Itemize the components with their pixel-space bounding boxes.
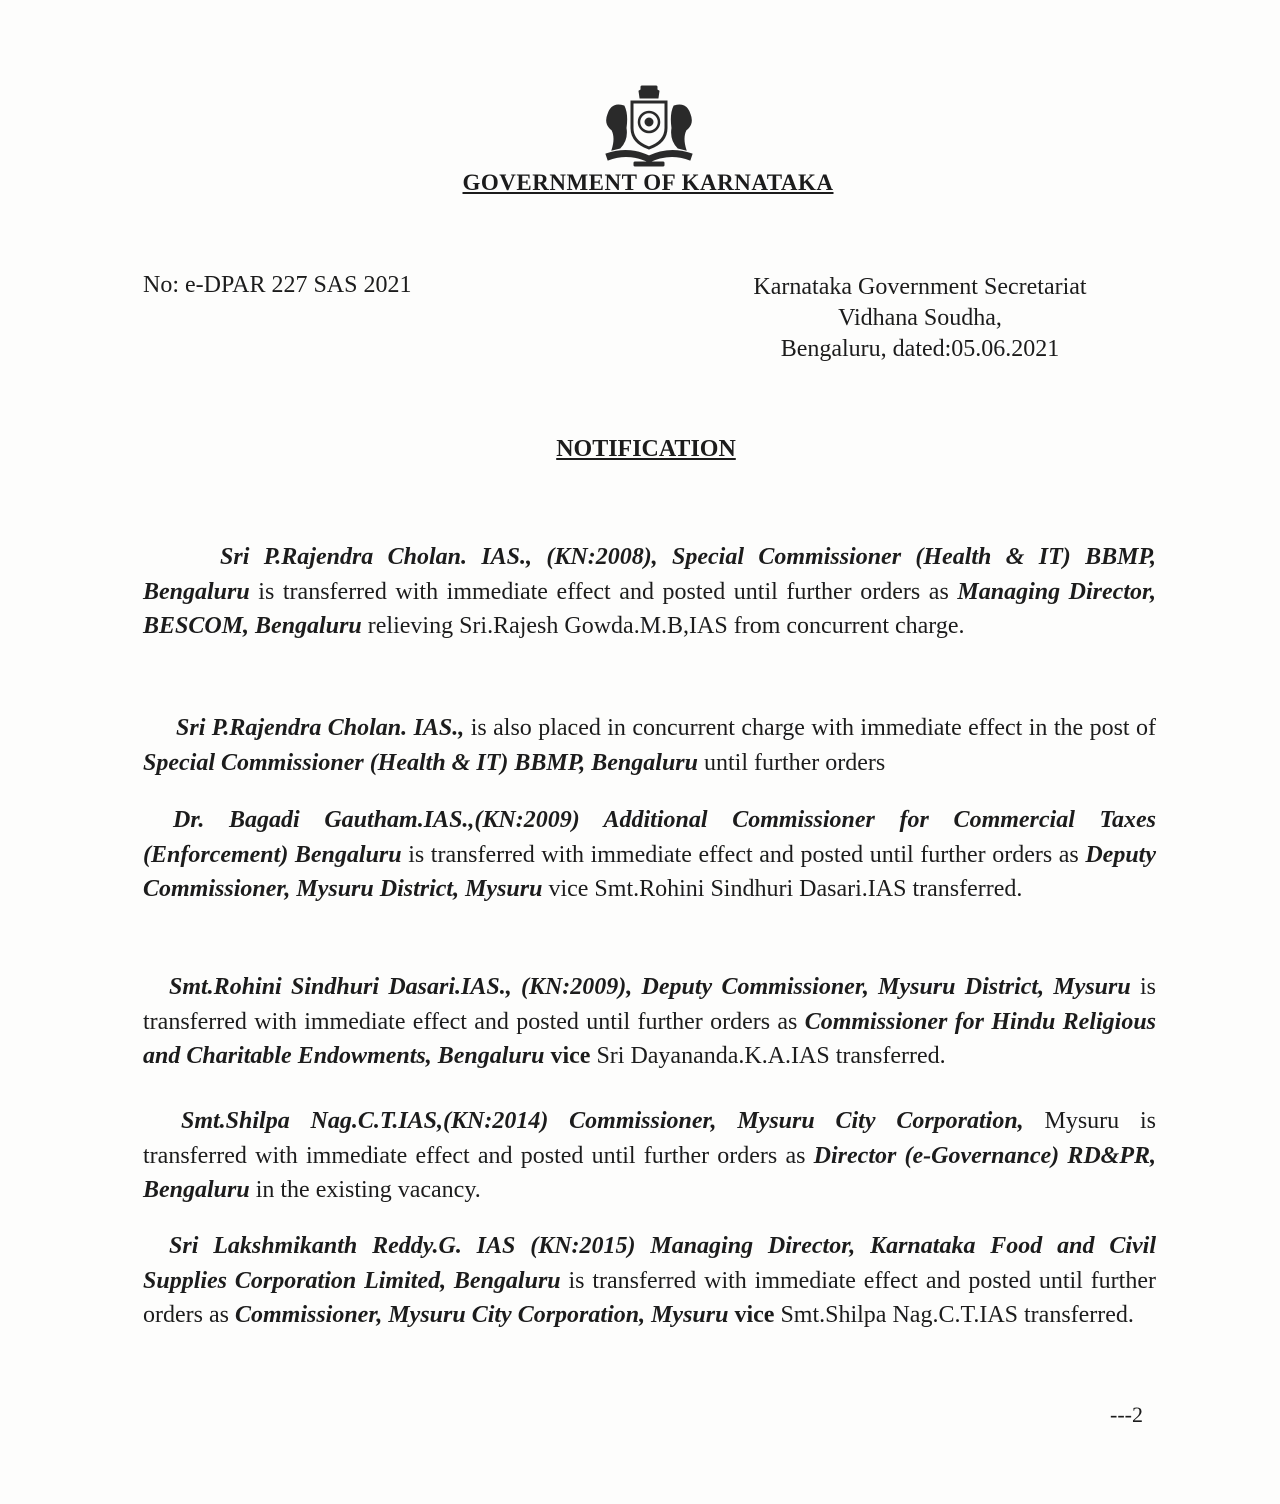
government-title: GOVERNMENT OF KARNATAKA	[462, 170, 834, 195]
address-line: Vidhana Soudha,	[838, 305, 1002, 331]
secretariat-address	[720, 272, 1120, 365]
transfer-paragraph	[143, 1104, 1156, 1208]
order-text: is also placed in concurrent charge with immediate effect in the post of	[464, 715, 1156, 741]
order-text: is transferred with immediate effect and posted until further orders as	[249, 578, 958, 605]
address-line: Karnataka Government Secretariat	[753, 274, 1087, 300]
reference-number: No: e-DPAR 227 SAS 2021	[143, 272, 412, 298]
order-text: is transferred with immediate effect and posted until further orders as	[143, 1267, 1156, 1328]
vice-word: vice	[544, 1043, 591, 1069]
new-post: Commissioner, Mysuru City Corporation, Mysuru	[234, 1302, 729, 1328]
new-post: Deputy Commissioner, Mysuru District, Mysuru	[143, 841, 1156, 902]
order-text: in the existing vacancy.	[249, 1177, 481, 1203]
order-text: relieving Sri.Rajesh Gowda.M.B,IAS from concurrent charge.	[361, 613, 965, 639]
transfer-paragraph	[143, 970, 1156, 1074]
transfer-paragraph	[143, 540, 1156, 644]
notification-heading: NOTIFICATION	[556, 436, 736, 462]
officer-name: Sri P.Rajendra Cholan. IAS.,	[176, 715, 465, 741]
order-text: vice Smt.Rohini Sindhuri Dasari.IAS transferred.	[542, 876, 1023, 902]
officer-name: Smt.Shilpa Nag.C.T.IAS,(KN:2014) Commissioner, Mysuru City Corporation,	[181, 1108, 1024, 1134]
order-text: is transferred with immediate effect and posted until further orders as	[401, 841, 1086, 868]
address-date-line: Bengaluru, dated:05.06.2021	[780, 336, 1060, 362]
new-post: Special Commissioner (Health & IT) BBMP, Bengaluru	[143, 749, 698, 776]
officer-name: Dr. Bagadi Gautham.IAS.,(KN:2009) Additional Commissioner for Commercial Taxes (Enforcement) Bengaluru	[143, 807, 1156, 868]
order-text: until further orders	[697, 749, 886, 776]
transfer-paragraph	[143, 803, 1156, 907]
officer-name: Sri P.Rajendra Cholan. IAS., (KN:2008), Special Commissioner (Health & IT) BBMP, Bengaluru	[143, 544, 1156, 605]
order-text: Sri Dayananda.K.A.IAS transferred.	[590, 1043, 946, 1069]
transfer-paragraph	[143, 711, 1156, 780]
order-text: Mysuru is transferred with immediate effect and posted until further orders as	[143, 1108, 1156, 1169]
new-post: Commissioner for Hindu Religious and Charitable Endowments, Bengaluru	[143, 1008, 1157, 1069]
karnataka-state-emblem-icon	[598, 84, 700, 168]
officer-name: Sri Lakshmikanth Reddy.G. IAS (KN:2015) Managing Director, Karnataka Food and Civil Supplies Corporation Limited, Bengaluru	[143, 1233, 1156, 1294]
transfer-paragraph	[143, 1229, 1156, 1333]
new-post: Managing Director, BESCOM, Bengaluru	[143, 578, 1157, 639]
order-text: is transferred with immediate effect and posted until further orders as	[143, 974, 1156, 1035]
vice-word: vice	[728, 1302, 775, 1328]
page-continuation-marker: ---2	[1110, 1402, 1143, 1427]
officer-name: Smt.Rohini Sindhuri Dasari.IAS., (KN:2009), Deputy Commissioner, Mysuru District, Mysuru	[169, 974, 1131, 1000]
new-post: Director (e-Governance) RD&PR, Bengaluru	[143, 1142, 1157, 1203]
order-text: Smt.Shilpa Nag.C.T.IAS transferred.	[774, 1302, 1134, 1328]
